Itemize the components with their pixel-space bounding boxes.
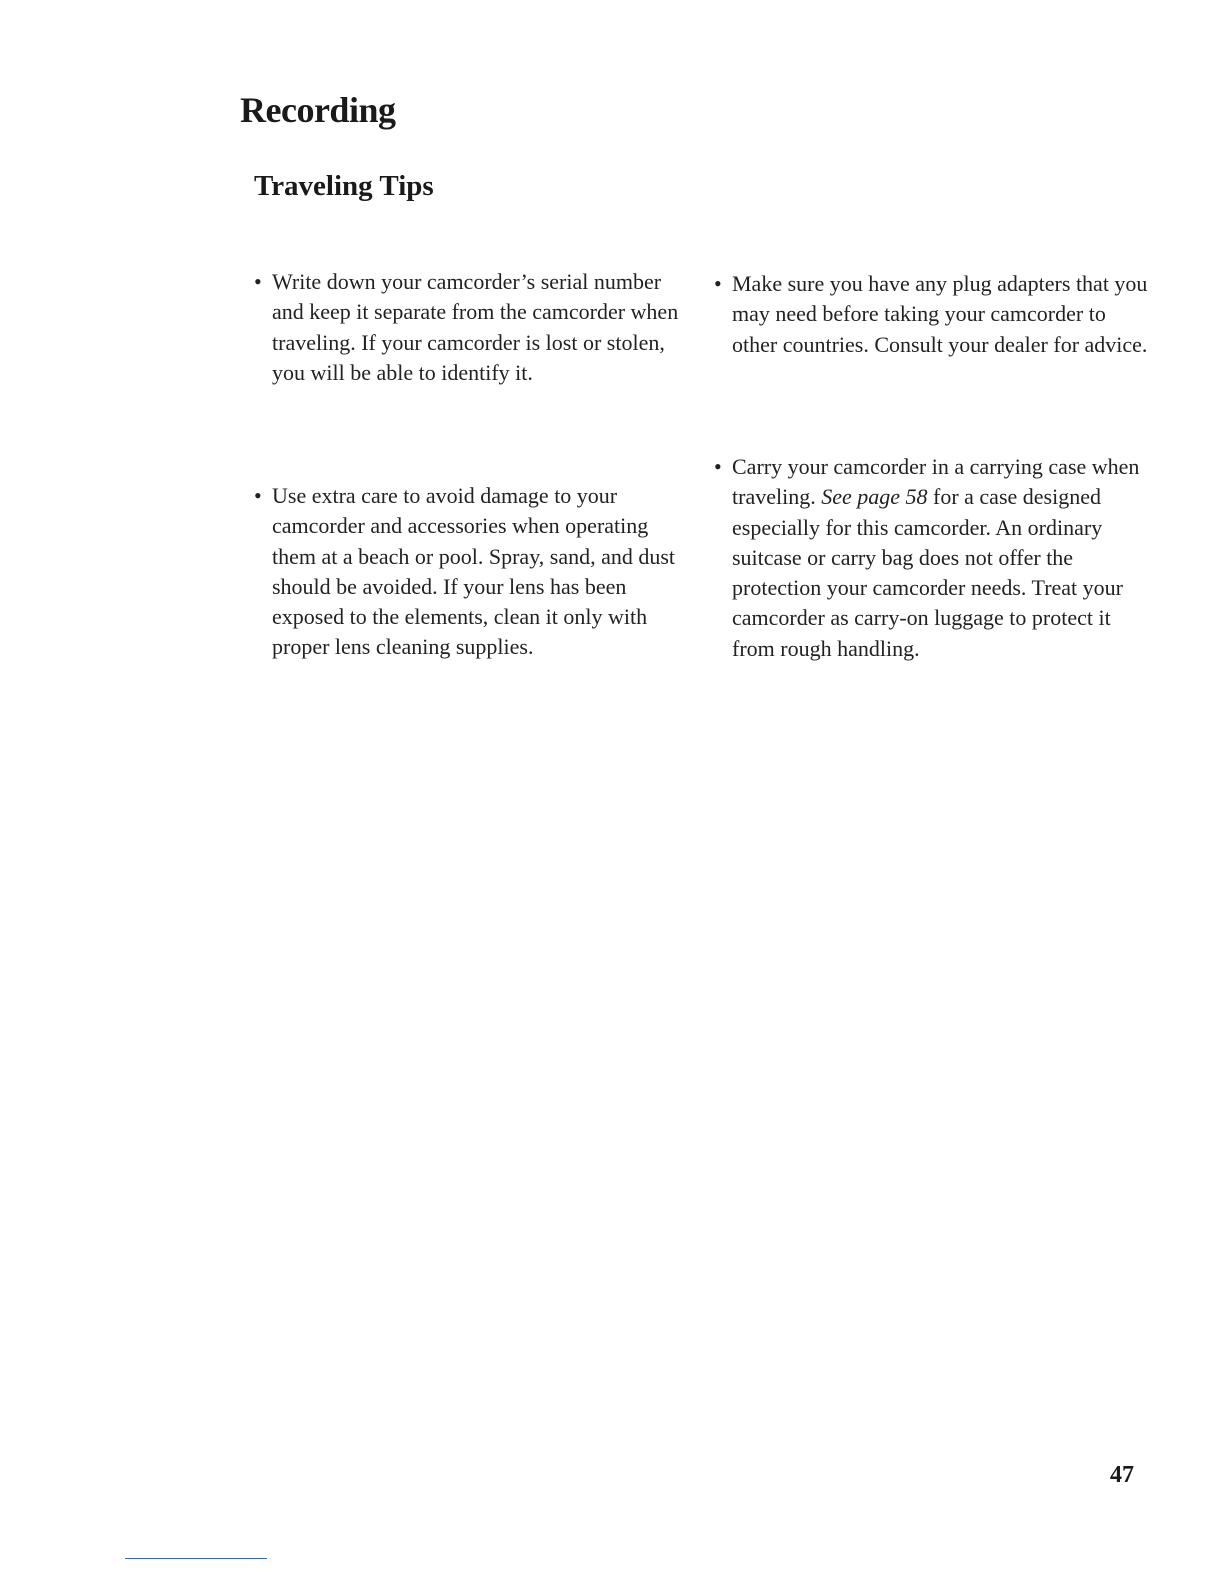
bullet-icon: • bbox=[714, 454, 722, 479]
tip-text: Make sure you have any plug adapters that you may need before taking your camcorder to other countries. Consult your dealer for advice. bbox=[732, 271, 1148, 357]
page-reference-link[interactable]: See page 58 bbox=[821, 484, 928, 510]
section-title: Recording bbox=[240, 90, 396, 130]
page-number: 47 bbox=[1110, 1462, 1134, 1488]
bullet-icon: • bbox=[254, 483, 262, 508]
tip-serial-number bbox=[254, 267, 692, 388]
bullet-icon: • bbox=[714, 271, 722, 296]
bullet-icon: • bbox=[254, 269, 262, 294]
tip-carrying-case bbox=[714, 452, 1152, 664]
tip-text: Use extra care to avoid damage to your camcorder and accessories when operating them at a beach or pool. Spray, sand, and dust should be avoided. If your lens has been exposed to the elements, clean it only with proper lens cleaning supplies. bbox=[272, 483, 676, 660]
subsection-title: Traveling Tips bbox=[254, 170, 434, 202]
footer-rule bbox=[125, 1558, 267, 1559]
tip-text-after: for a case designed especially for this camcorder. An ordinary suitcase or carry bag does not offer the protection your camcorder needs. Treat your camcorder as carry-on luggage to protect it from rough handling. bbox=[732, 484, 1123, 661]
tip-text-before: Carry your camcorder in a carrying case when traveling. bbox=[732, 454, 1140, 510]
tip-plug-adapters bbox=[714, 269, 1152, 360]
tip-text: Write down your camcorder’s serial number and keep it separate from the camcorder when traveling. If your camcorder is lost or stolen, you will be able to identify it. bbox=[272, 269, 679, 385]
tip-beach-care bbox=[254, 481, 692, 663]
